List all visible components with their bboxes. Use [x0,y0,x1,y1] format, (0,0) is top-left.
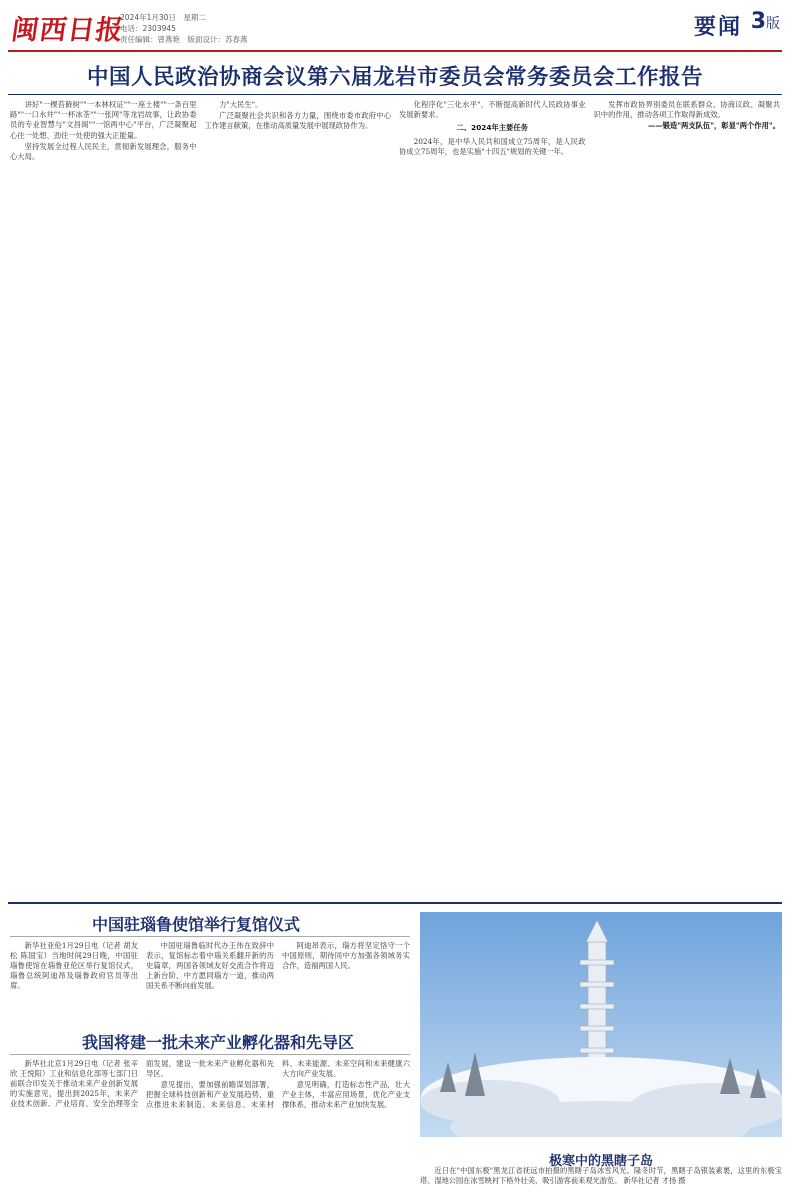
news-photo [420,912,782,1150]
issue-date: 2024年1月30日 星期二 [120,13,206,22]
section-marker: ——锻造"两支队伍"，彰显"两个作用"。 [648,121,780,131]
paragraph: 讲好"一棵苔藓树""一本林权证""一座土楼""一条百里路""一口水井""一杯冰茶""一张网"等龙岩故事，让政协委员的专业智慧与"文昌阁""一馆两中心"平台，广泛凝聚起心往一处想、劲往一处使的强大正能量。 [10,100,197,140]
story-body-embassy [10,941,410,1025]
masthead-meta [120,12,248,45]
lead-headline: 中国人民政治协商会议第六届龙岩市委员会常务委员会工作报告 [86,65,703,90]
page-number [751,9,780,34]
divider [8,902,782,904]
photo-caption: 近日在"中国东极"黑龙江省抚远市拍摄的黑瞎子岛冰雪风光。隆冬时节，黑瞎子岛银装素裹，这里的东极宝塔、湿地公园在冰雪映衬下格外壮美，吸引游客前来观光游览。 新华社记者 才扬 摄 [420,1166,782,1185]
divider [8,94,782,95]
page-number-suffix: 版 [766,16,780,32]
paragraph: 广泛凝聚社会共识和各方力量，围绕市委市政府中心工作建言献策，在推动高质量发展中展现政协作为。 [204,111,391,131]
story-headline-incubators: 我国将建一批未来产业孵化器和先导区 [82,1033,355,1052]
lead-column [10,100,197,898]
paragraph: 意见明确，打造标志性产品，壮大产业主体，丰富应用场景，优化产业支撑体系，推动未来产业加快发展。 [282,1080,410,1110]
paragraph: 新华社亚伦1月29日电（记者 胡友松 陈国宝）当地时间29日晚，中国驻瑙鲁使馆在瑙鲁亚伦区举行复馆仪式，瑙鲁总统阿迪昂及瑙鲁政府官员等出席。 [10,941,138,991]
editors: 责任编辑：曾燕艳 版面设计：苏春燕 [120,35,248,44]
story-text [10,1059,410,1197]
paragraph: 阿迪昂表示，瑙方将坚定恪守一个中国原则，期待同中方加强各领域务实合作，造福两国人民。 [282,941,410,971]
snow-pagoda-image [420,912,782,1150]
paragraph: 坚持发展全过程人民民主，贯彻新发展理念，服务中心大局。 [10,141,197,162]
newspaper-logo: 闽西日报 [9,15,126,46]
story-headline-embassy: 中国驻瑙鲁使馆举行复馆仪式 [92,915,301,934]
lead-column [399,100,586,898]
story-body-incubators [10,1059,410,1197]
paragraph: 中国驻瑙鲁临时代办王伟在致辞中表示，复馆标志着中瑙关系翻开新的历史篇章，两国各领域友好交流合作将迈上新台阶，中方愿同瑙方一道，推动两国关系不断向前发展。 [146,941,274,991]
lead-column [594,100,781,898]
paragraph: 力"大民生"。 [219,100,263,109]
section-label: 要闻 [693,15,742,40]
divider [10,936,410,937]
paragraph: 2024年，是中华人民共和国成立75周年，是人民政协成立75周年，也是实施"十四五"规划的关键一年。 [399,136,586,156]
paragraph: 意见提出，要加强前瞻谋划部署，把握全球科技创新和产业发展趋势，重点推进未来制造、未来信息、未来材料、未来能源、未来空间和未来健康六大方向产业发展。 [146,1059,410,1110]
lead-column [205,100,392,898]
paragraph: 发挥市政协界别委员在联系群众、协商议政、凝聚共识中的作用，推动各项工作取得新成效。 [593,100,780,120]
paragraph: 新华社北京1月29日电（记者 张辛欣 王悦阳）工业和信息化部等七部门日前联合印发关于推动未来产业创新发展的实施意见，提出到2025年，未来产业技术创新、产业培育、安全治理等全面发展，建设一批未来产业孵化器和先导区。 [10,1059,274,1109]
paragraph: 化程序化"三化水平"，不断提高新时代人民政协事业发展新要求。 [399,100,586,120]
page-number-value: 3 [750,9,766,34]
lead-body [10,100,780,898]
photo-title: 极寒中的黑瞎子岛 [548,1154,653,1169]
masthead [8,6,782,52]
story-text [10,941,410,1025]
divider [10,1054,410,1055]
phone: 电话：2303945 [120,24,176,33]
subheading: 二、2024年主要任务 [456,123,528,133]
